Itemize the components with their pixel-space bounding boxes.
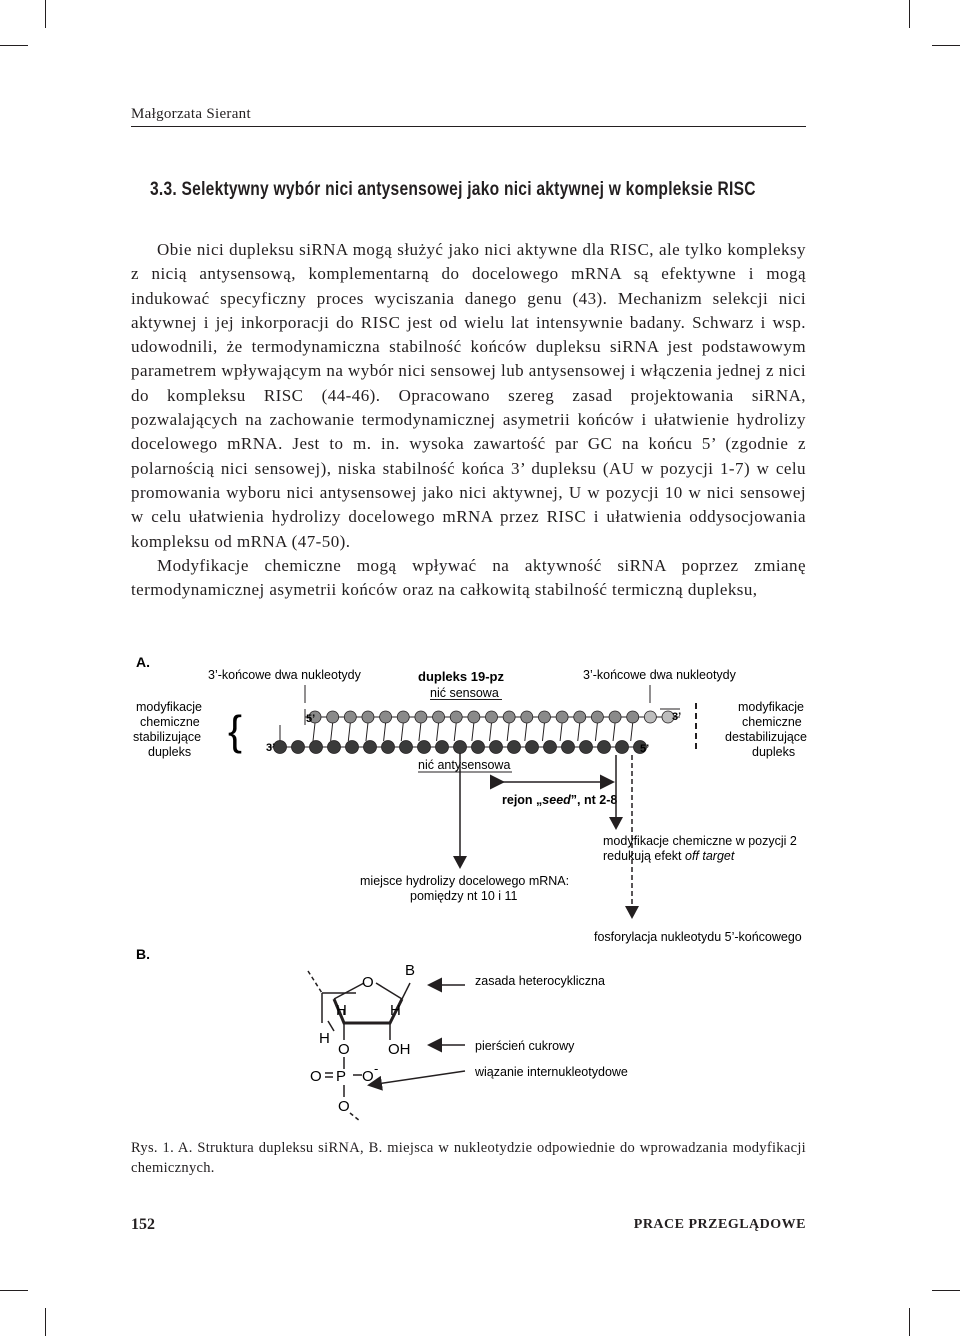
hydrolysis-label: pomiędzy nt 10 i 11 [410,889,518,903]
antisense-nucleotide [400,741,413,754]
figure-sirna-structure [120,645,820,1125]
paragraph: Obie nici dupleksu siRNA mogą służyć jako nici aktywne dla RISC, ale tylko kompleksy z nicią antysensową, komplementarną do docelowego mRNA są efektywne i mogą indukować specyficzny proces wyciszania danego genu (43). Mechanizm selekcji nici aktywnej i jej inkorporacji do RISC jest od wielu lat intensywnie badany. Schwarz i wsp. udowodnili, że termodynamiczna stabilność końców dupleksu siRNA jest podstawowym parametrem wpływającym na wybór nici sensowej lub antysensowej i włączenia jednej z nici do kompleksu RISC (44-46). Opracowano szereg zasad projektowania siRNA, pozwalających na zachowanie termodynamicznej asymetrii końców i ułatwienie hydrolizy docelowego mRNA. Jest to m. in. wysoka zawartość par GC na końcu 5’ (zgodnie z polarnością nici sensowej), niska stabilność końca 3’ dupleksu (AU w pozycji 1-7) w celu promowania wyboru nici antysensowej jako nici aktywnej, U w pozycji 10 w nici sensowej w celu ułatwienia hydrolizy docelowego mRNA przez RISC i ułatwienia oddysocjowania kompleksu od mRNA (47-50). [131,240,806,551]
sirna-duplex [270,709,680,754]
phosphorylation-arrowhead [625,906,639,919]
base-pair [560,723,562,741]
base-pair [490,723,492,741]
sense-nucleotide [486,711,498,723]
atom-oxygen-3: O [338,1041,350,1058]
crop-mark [45,0,46,28]
antisense-3-end: 3’ [266,742,276,754]
antisense-nucleotide [328,741,341,754]
antisense-nucleotide [436,741,449,754]
sense-nucleotide [433,711,445,723]
base-pair [631,723,633,741]
atom-hydroxyl: OH [388,1041,411,1058]
antisense-nucleotide [562,741,575,754]
base-pair [419,723,421,741]
mod-stab-text: dupleks [148,745,192,759]
figure-caption: Rys. 1. A. Struktura dupleksu siRNA, B. miejsca w nukleotydzie odpowiednie do wprowadzania modyfikacji chemicznych. [131,1140,806,1176]
base-pair [454,723,456,741]
sense-nucleotide [450,711,462,723]
base-pair [401,723,403,741]
base-pair [348,723,350,741]
atom-hydrogen: H [319,1030,330,1047]
antisense-nucleotide [346,741,359,754]
antisense-nucleotide [544,741,557,754]
antisense-nucleotide [418,741,431,754]
base-pair [613,723,615,741]
antisense-nucleotide [490,741,503,754]
base-pair [507,723,509,741]
sense-nucleotide [644,711,656,723]
figure-svg [120,645,820,1125]
antisense-nucleotide [274,741,287,754]
base-pair [542,723,544,741]
sugar-label: pierścień cukrowy [475,1039,575,1053]
sense-nucleotide [574,711,586,723]
atom-oxygen-double: O [310,1068,322,1085]
section-title: 3.3. Selektywny wybór nici antysensowej jako nici aktywnej w kompleksie RISC [150,179,756,200]
brace-left: { [228,707,243,754]
atom-oxygen-bottom: O [338,1098,350,1115]
base-pair [313,723,315,741]
running-header-author: Małgorzata Sierant [131,106,251,122]
journal-name: PRACE PRZEGLĄDOWE [633,1217,806,1232]
base-pair [384,723,386,741]
sense-nucleotide [556,711,568,723]
structure-pointer-arrows [370,985,465,1085]
base-pair [578,723,580,741]
page-number: 152 [131,1216,155,1233]
crop-mark [909,1308,910,1336]
sense-nucleotide [327,711,339,723]
hydrolysis-arrowhead [453,856,467,869]
base-pair [525,723,527,741]
antisense-nucleotide [580,741,593,754]
mod-destab-text: destabilizujące [725,730,807,744]
hydrolysis-label: miejsce hydrolizy docelowego mRNA: [360,874,570,888]
atom-ring-oxygen: O [362,974,374,991]
atom-phosphorus: P [336,1068,347,1085]
phosphorylation-label: fosforylacja nukleotydu 5’-końcowego [594,930,802,944]
panel-a-label: A. [136,654,150,670]
sense-nucleotide [521,711,533,723]
body-text [131,238,806,602]
paragraph: Modyfikacje chemiczne mogą wpływać na aktywność siRNA poprzez zmianę termodynamicznej asymetrii końców oraz na całkowitą stabilność termiczną dupleksu, [131,555,806,600]
linkage-label: wiązanie internukleotydowe [475,1065,628,1079]
sense-nucleotide [415,711,427,723]
antisense-nucleotide [616,741,629,754]
sense-nucleotide [362,711,374,723]
antisense-5-end: 5’ [640,743,650,755]
mod-destab-text: dupleks [752,745,796,759]
pos2-arrowhead [609,817,623,830]
pos2-label: modyfikacje chemiczne w pozycji 2 [603,834,797,848]
antisense-nucleotide [472,741,485,754]
panel-b-label: B. [136,946,150,962]
crop-mark [0,45,28,46]
overhang-label-left: 3’-końcowe dwa nukleotydy [208,668,361,682]
sense-strand-label: nić sensowa [430,686,499,700]
base-pair [366,723,368,741]
antisense-nucleotide [310,741,323,754]
antisense-nucleotide [292,741,305,754]
crop-mark [0,1290,28,1291]
seed-region-label: rejon „seed”, nt 2-8 [502,793,618,807]
atom-base: B [405,962,416,979]
mod-stab-text: chemiczne [140,715,200,729]
sense-nucleotide [397,711,409,723]
base-pair [472,723,474,741]
mod-stab-text: stabilizujące [133,730,202,744]
base-pair [331,723,333,741]
sense-5-end: 5’ [306,713,316,725]
antisense-nucleotide [454,741,467,754]
sense-nucleotide [538,711,550,723]
sense-nucleotide [627,711,639,723]
atom-oxygen-minus: O [362,1068,374,1085]
sense-nucleotide [503,711,515,723]
antisense-nucleotide [526,741,539,754]
base-label: zasada heterocykliczna [475,974,605,988]
mod-stab-text: modyfikacje [136,700,202,714]
base-pair [437,723,439,741]
crop-mark [909,0,910,28]
sense-3-end: 3’ [672,711,682,723]
pos2-label: redukują efekt off target [603,849,735,863]
antisense-strand-label: nić antysensowa [418,758,511,772]
sense-nucleotide [591,711,603,723]
mod-destab-text: modyfikacje [738,700,804,714]
base-pair [595,723,597,741]
sense-nucleotide [609,711,621,723]
crop-mark [932,45,960,46]
sense-nucleotide [468,711,480,723]
overhang-label-right: 3’-końcowe dwa nukleotydy [583,668,736,682]
sense-nucleotide [344,711,356,723]
header-rule [131,126,806,127]
mod-destab-text: chemiczne [742,715,802,729]
crop-mark [45,1308,46,1336]
antisense-nucleotide [508,741,521,754]
minus-sign: - [374,1061,379,1076]
antisense-nucleotide [364,741,377,754]
duplex-label: dupleks 19-pz [418,669,504,684]
antisense-nucleotide [382,741,395,754]
sense-nucleotide [380,711,392,723]
crop-mark [932,1290,960,1291]
antisense-nucleotide [598,741,611,754]
atom-hydrogen: H [336,1002,347,1019]
atom-hydrogen: H [390,1002,401,1019]
